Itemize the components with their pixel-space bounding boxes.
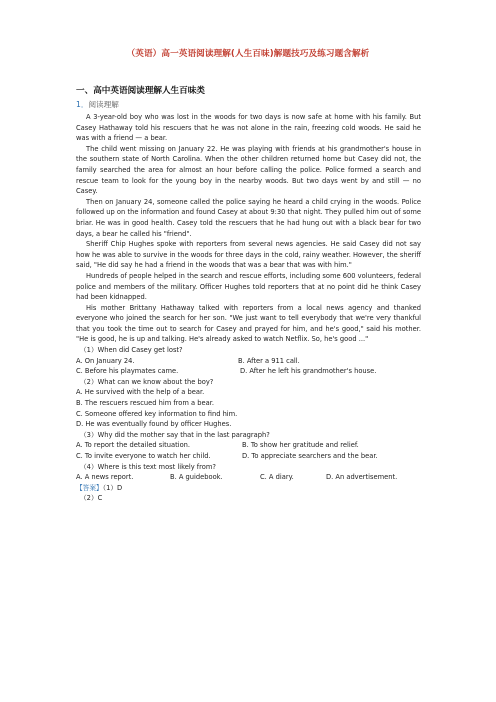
option: B. To show her gratitude and relief.	[242, 441, 359, 450]
paragraph: Sheriff Chip Hughes spoke with reporters from several news agencies. He said Casey did not say how he was able to survive in the woods for three days in the cold, rainy weather. However, the sheriff said, "He did say he had a friend in the woods that was a bear that was with him."	[76, 240, 421, 270]
document-title: （英语）高一英语阅读理解(人生百味)解题技巧及练习题含解析	[126, 49, 370, 59]
subheading	[76, 99, 119, 110]
option-row	[76, 356, 421, 367]
answer-label: 【答案】	[76, 483, 103, 492]
option: A. On January 24.	[76, 356, 135, 365]
subheading-text: 阅读理解	[88, 100, 119, 109]
paragraph: Hundreds of people helped in the search and rescue efforts, including some 600 volunteers, federal police and members of the military. Officer Hughes told reporters that at no point did he think Casey had been kidnapped.	[76, 271, 421, 302]
question-stem: （2）What can we know about the boy?	[80, 377, 214, 386]
answer-line	[76, 483, 421, 494]
question-stem: （1）When did Casey get lost?	[80, 346, 183, 355]
paragraph: His mother Brittany Hathaway talked with reporters from a local news agency and thanked everyone who joined the search for her son. "We just want to tell everybody that we're very thankful that you took the time out to search for Casey and prayed for him, and he's good," said his mother. "He is good, he is up and talking. He's already asked to watch Netflix. So, he's good ..."	[76, 303, 421, 344]
option: D. An advertisement.	[326, 473, 398, 482]
option-row	[76, 472, 421, 483]
answer-item: （1）D	[102, 483, 123, 492]
option: C. A diary.	[260, 473, 294, 482]
option: A. To report the detailed situation.	[76, 441, 191, 450]
option-row	[76, 440, 421, 451]
answer-item: （2）C	[80, 494, 103, 503]
option: D. To appreciate searchers and the bear.	[242, 452, 378, 460]
option: B. After a 911 call.	[238, 356, 300, 365]
option: B. The rescuers rescued him from a bear.	[76, 399, 214, 408]
option: C. Before his playmates came.	[76, 367, 179, 376]
option-row	[76, 451, 421, 462]
subheading-number: 1．	[76, 100, 89, 109]
option: B. A guidebook.	[170, 473, 223, 482]
option: D. He was eventually found by officer Hughes.	[76, 420, 232, 429]
option: A. A news report.	[76, 473, 134, 482]
option: C. Someone offered key information to find him.	[76, 409, 238, 418]
option: D. After he left his grandmother's house.	[240, 367, 377, 376]
option-row	[76, 366, 421, 377]
option: C. To invite everyone to watch her child.	[76, 452, 211, 460]
section-heading: 一、高中英语阅读理解人生百味类	[76, 86, 205, 96]
paragraph: Then on January 24, someone called the police saying he heard a child crying in the woods. Police followed up on the information and found Casey at about 9:30 that night. They pulled him out of some briar. He was in good health. Casey told the rescuers that he had hung out with a black bear for two days, a bear he called his "friend".	[76, 197, 421, 238]
option: A. He survived with the help of a bear.	[76, 388, 205, 397]
paragraph: The child went missing on January 22. He was playing with friends at his grandmother's house in the southern state of North Carolina. When the other children returned home but Casey did not, the family searched the area for almost an hour before calling the police. Police formed a search and rescue team to look for the young boy in the nearby woods. But two days went by and still — no Casey.	[76, 144, 421, 196]
question-stem: （3）Why did the mother say that in the last paragraph?	[80, 430, 270, 439]
document-body	[76, 112, 421, 504]
question-stem: （4）Where is this text most likely from?	[80, 462, 216, 471]
paragraph: A 3-year-old boy who was lost in the woods for two days is now safe at home with his family. But Casey Hathaway told his rescuers that he was not alone in the rain, freezing cold woods. He said he was with a friend — a bear.	[76, 113, 421, 143]
